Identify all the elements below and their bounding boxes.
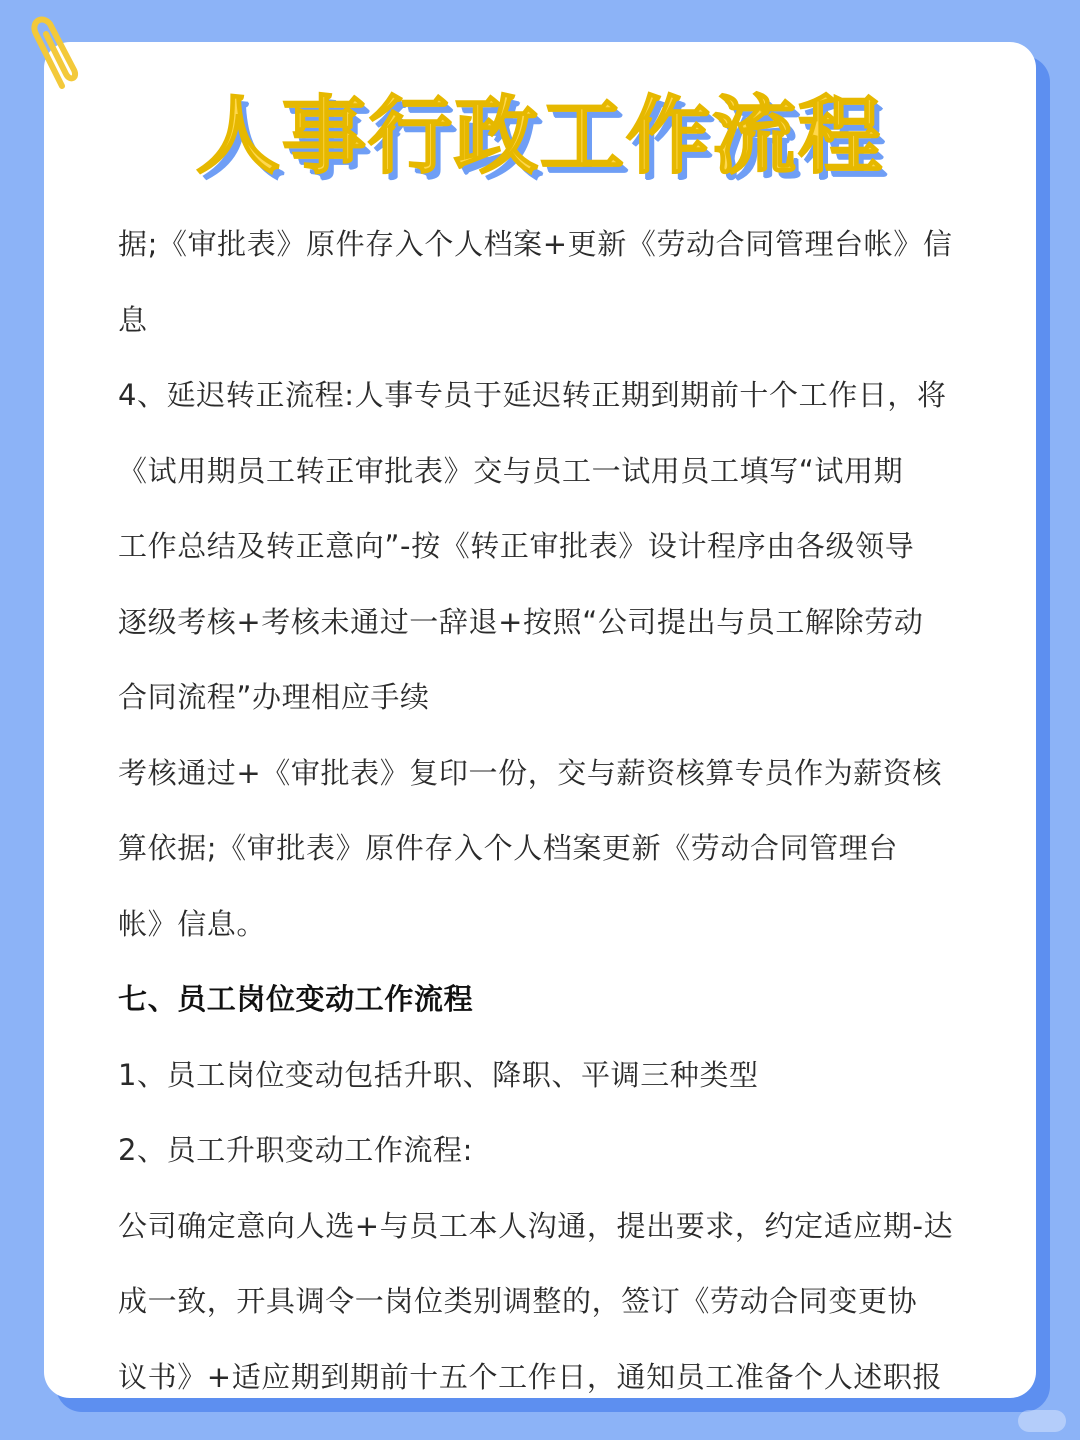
text-line: 《试用期员工转正审批表》交与员工一试用员工填写“试用期 <box>118 453 904 488</box>
text-line: 据;《审批表》原件存入个人档案+更新《劳动合同管理台帐》信 <box>118 227 953 261</box>
title-area <box>0 86 1080 196</box>
text-line: 息 <box>118 302 148 337</box>
text-line: 4、延迟转正流程:人事专员于延迟转正期到期前十个工作日，将 <box>118 378 947 412</box>
text-line: 2、员工升职变动工作流程: <box>118 1133 474 1167</box>
text-line: 成一致，开具调令一岗位类别调整的，签订《劳动合同变更协 <box>118 1284 918 1318</box>
text-line: 算依据;《审批表》原件存入个人档案更新《劳动合同管理台 <box>118 831 898 865</box>
page-title: 人事行政工作流程 <box>195 87 884 185</box>
text-line: 议书》+适应期到期前十五个工作日，通知员工准备个人述职报 <box>118 1359 943 1394</box>
text-line: 帐》信息。 <box>118 906 267 941</box>
text-line: 1、员工岗位变动包括升职、降职、平调三种类型 <box>118 1057 759 1092</box>
text-line: 公司确定意向人选+与员工本人沟通，提出要求，约定适应期-达 <box>118 1208 954 1243</box>
paperclip-icon <box>22 8 92 98</box>
watermark-badge <box>1018 1410 1066 1432</box>
text-line: 工作总结及转正意向”-按《转正审批表》设计程序由各级领导 <box>118 529 915 563</box>
text-line: 考核通过+《审批表》复印一份，交与薪资核算专员作为薪资核 <box>118 755 943 790</box>
article-body <box>118 207 978 1415</box>
section-heading: 七、员工岗位变动工作流程 <box>118 982 474 1016</box>
text-line: 逐级考核+考核未通过一辞退+按照“公司提出与员工解除劳动 <box>118 604 924 639</box>
text-line: 合同流程”办理相应手续 <box>118 680 430 714</box>
